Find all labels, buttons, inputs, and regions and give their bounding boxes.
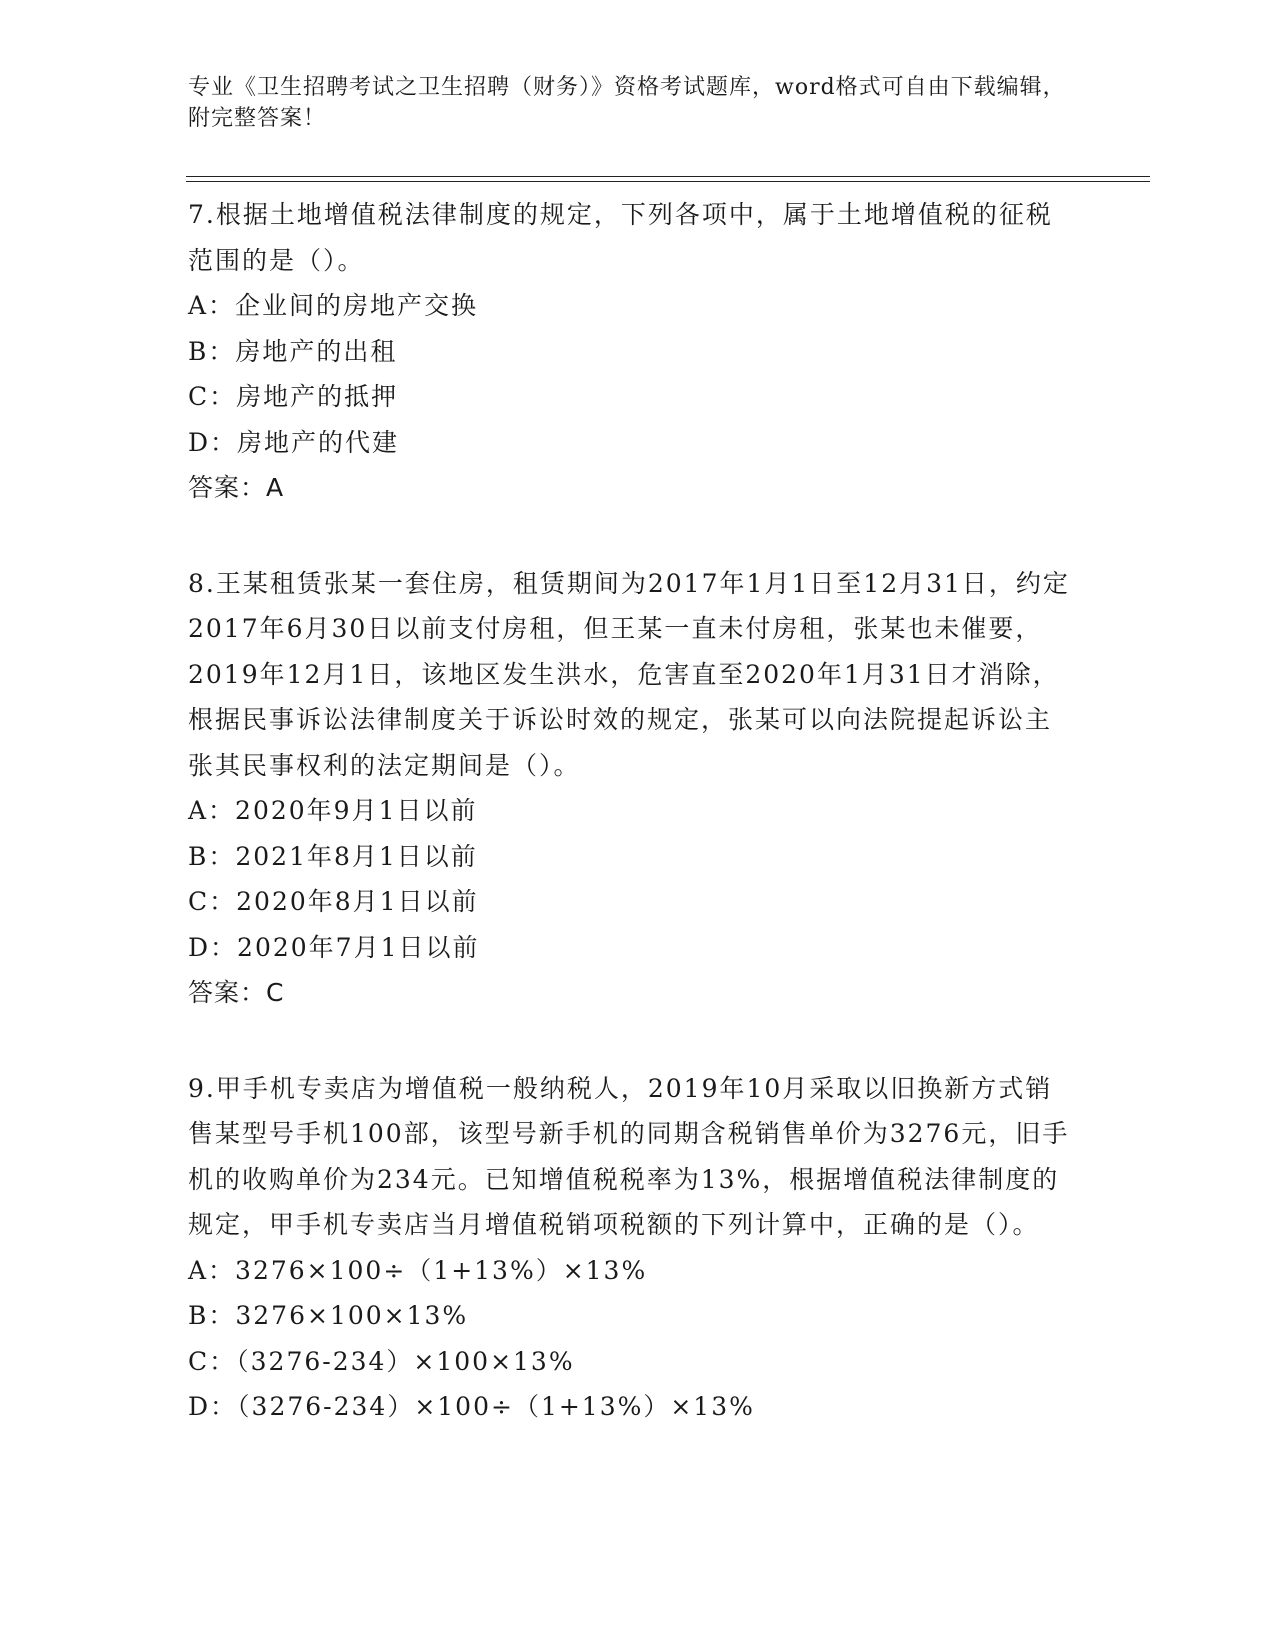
option-b: B：3276×100×13%: [188, 1301, 469, 1330]
header-divider-bottom: [186, 181, 1150, 182]
option-c: C：2020年8月1日以前: [188, 887, 479, 916]
option-c: C：（3276-234）×100×13%: [188, 1346, 575, 1376]
option-d: D：2020年7月1日以前: [188, 932, 480, 962]
answer: 答案：C: [188, 978, 285, 1007]
option-a: A：3276×100÷（1+13%）×13%: [188, 1255, 648, 1285]
question-list: [188, 192, 1078, 1480]
document-header: 专业《卫生招聘考试之卫生招聘（财务）》资格考试题库，word格式可自由下载编辑，附完整答案！: [188, 75, 1066, 131]
option-a: A：企业间的房地产交换: [188, 291, 479, 320]
header-divider-top: [186, 176, 1150, 177]
option-d: D：房地产的代建: [188, 427, 400, 457]
option-b: B：房地产的出租: [188, 336, 398, 366]
option-c: C：房地产的抵押: [188, 382, 399, 411]
answer: 答案：A: [188, 473, 285, 502]
question-text: 9.甲手机专卖店为增值税一般纳税人，2019年10月采取以旧换新方式销售某型号手机100部，该型号新手机的同期含税销售单价为3276元，旧手机的收购单价为234元。已知增值税税率为13%，根据增值税法律制度的规定，甲手机专卖店当月增值税销项税额的下列计算中，正确的是（）。: [188, 1073, 1070, 1239]
question-8: [188, 561, 1078, 1016]
option-a: A：2020年9月1日以前: [188, 796, 478, 825]
option-b: B：2021年8月1日以前: [188, 841, 478, 871]
question-text: 7.根据土地增值税法律制度的规定，下列各项中，属于土地增值税的征税范围的是（）。: [188, 200, 1053, 275]
question-9: [188, 1066, 1078, 1430]
option-d: D：（3276-234）×100÷（1+13%）×13%: [188, 1392, 755, 1421]
question-text: 8.王某租赁张某一套住房，租赁期间为2017年1月1日至12月31日，约定2017年6月30日以前支付房租，但王某一直未付房租，张某也未催要，2019年12月1日，该地区发生洪水，危害直至2020年1月31日才消除，根据民事诉讼法律制度关于诉讼时效的规定，张某可以向法院提起诉讼主张其民事权利的法定期间是（）。: [188, 568, 1070, 780]
question-7: [188, 192, 1078, 511]
